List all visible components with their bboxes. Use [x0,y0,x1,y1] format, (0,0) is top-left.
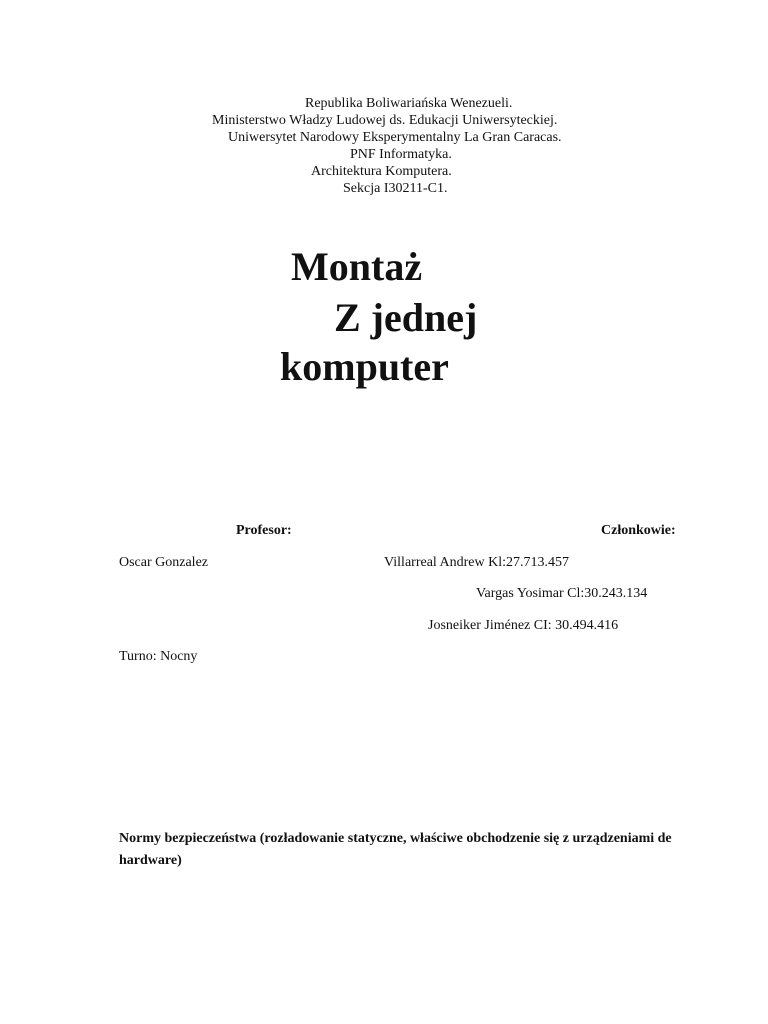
safety-standards-heading: Normy bezpieczeństwa (rozładowanie statyczne, właściwe obchodzenie się z urządzeniami de hardware) [119,831,672,868]
title-line-3: komputer [280,344,449,389]
member-item: Josneiker Jiménez CI: 30.494.416 [428,618,619,633]
member-item: Villarreal Andrew Kl:27.713.457 [384,555,570,570]
header-line-section: Sekcja I30211-C1. [343,181,448,196]
header-line-country: Republika Boliwariańska Wenezueli. [305,96,513,111]
header-line-ministry: Ministerstwo Władzy Ludowej ds. Edukacji Uniwersyteckiej. [212,113,558,128]
header-line-program: PNF Informatyka. [350,147,452,162]
title-line-2: Z jednej [334,295,478,340]
shift-label: Turno: Nocny [119,649,198,664]
title-line-1: Montaż [291,244,423,289]
member-item: Vargas Yosimar Cl:30.243.134 [476,586,648,601]
members-label: Członkowie: [601,523,676,538]
professor-label: Profesor: [236,523,292,538]
professor-name: Oscar Gonzalez [119,555,209,570]
header-line-course: Architektura Komputera. [311,164,452,179]
header-line-university: Uniwersytet Narodowy Eksperymentalny La Gran Caracas. [228,130,562,145]
